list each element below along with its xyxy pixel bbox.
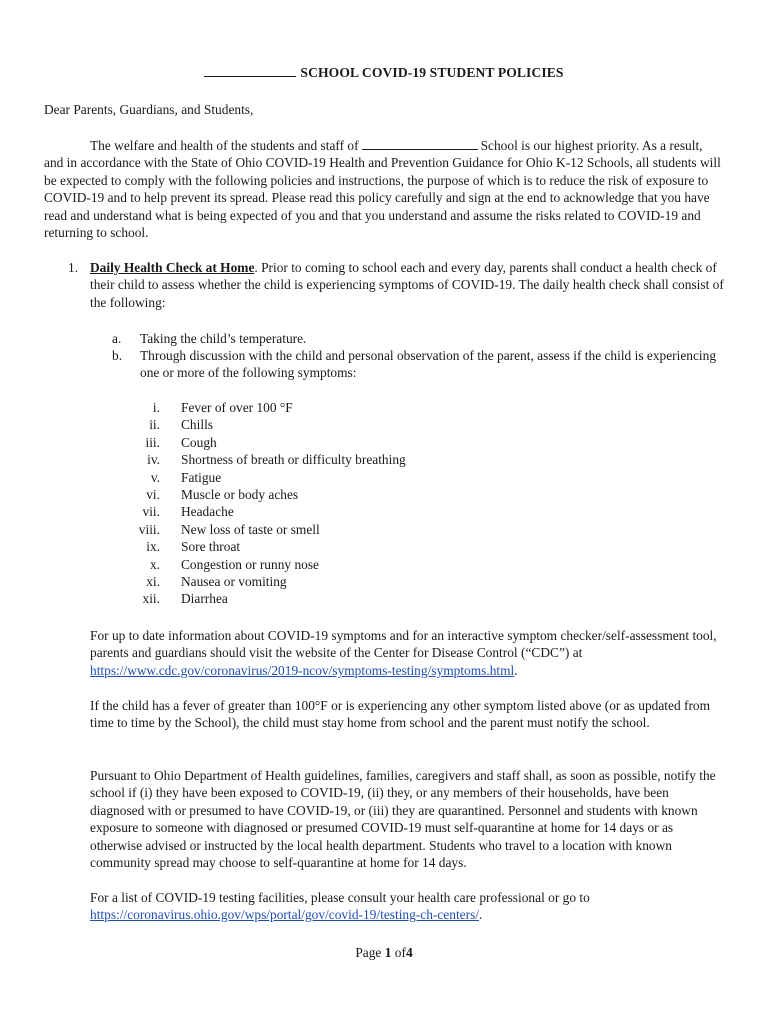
symptom-numeral: iv. xyxy=(147,452,160,468)
sub-item-marker: a. xyxy=(112,331,122,346)
fever-paragraph xyxy=(90,697,724,732)
cdc-info-end: . xyxy=(514,662,518,678)
symptom-text: Nausea or vomiting xyxy=(181,573,287,589)
symptom-numeral: ii. xyxy=(149,417,160,433)
symptom-text: Sore throat xyxy=(181,539,241,555)
page-total: 4 xyxy=(405,945,413,960)
symptom-text: Muscle or body aches xyxy=(181,486,299,502)
item-text: . Prior to coming to school each and every day, parents shall conduct a health check of their child to assess whether the child is experiencing symptoms of COVID-19. The daily health check shall consist of the following: xyxy=(90,260,724,310)
list-item-daily-health-check xyxy=(68,259,724,311)
odh-guidelines-text: Pursuant to Ohio Department of Health guidelines, families, caregivers and staff shall, as soon as possible, notify the school if (i) they have been exposed to COVID-19, (ii) they, or any members of their households, have been diagnosed with or presumed to have COVID-19, or (iii) they are quarantined. Personnel and students with known exposure to someone with diagnosed or presumed COVID-19 must self-quarantine at home for 14 days or as otherwise advised or instructed by the local health department. Students who travel to a location with known community spread may choose to self-quarantine at home for 14 days. xyxy=(90,768,716,871)
symptom-numeral: vii. xyxy=(142,504,160,520)
symptom-text: Congestion or runny nose xyxy=(181,556,319,572)
title-text: SCHOOL COVID-19 STUDENT POLICIES xyxy=(300,65,564,80)
school-name-inline-blank xyxy=(362,137,478,150)
symptom-numeral: x. xyxy=(149,556,160,572)
testing-centers-link[interactable]: https://coronavirus.ohio.gov/wps/portal/gov/covid-19/testing-ch-centers/ xyxy=(90,907,480,923)
of-label: of xyxy=(394,945,406,960)
page-footer xyxy=(0,944,768,961)
sub-item-text: Taking the child’s temperature. xyxy=(140,331,307,346)
symptom-numeral: iii. xyxy=(145,434,160,450)
symptom-text: Fatigue xyxy=(181,469,222,485)
symptom-numeral: vi. xyxy=(146,486,160,502)
symptom-numeral: xi. xyxy=(146,573,160,589)
cdc-info-paragraph xyxy=(90,627,724,679)
symptom-text: Shortness of breath or difficulty breathing xyxy=(181,452,406,468)
salutation: Dear Parents, Guardians, and Students, xyxy=(44,102,254,117)
cdc-symptoms-link[interactable]: https://www.cdc.gov/coronavirus/2019-ncov/symptoms-testing/symptoms.html xyxy=(90,662,515,678)
sub-item-b xyxy=(112,347,724,382)
page-label: Page xyxy=(355,945,382,960)
intro-text-rest: School is our highest priority. As a result, and in accordance with the State of Ohio COVID-19 Health and Prevention Guidance for Ohio K-12 Schools, all students will be expected to comply with the following policies and instructions, the purpose of which is to reduce the risk of exposure to COVID-19 and to help prevent its spread. Please read this policy carefully and sign at the end to acknowledge that you have read and understand what is being expected of you and that you understand and assume the risks related to COVID-19 and returning to school. xyxy=(44,138,721,241)
symptom-text: Chills xyxy=(181,417,213,433)
fever-text: If the child has a fever of greater than 100°F or is experiencing any other symptom listed above (or as updated from time to time by the School), the child must stay home from school and the parent must notify the school. xyxy=(90,698,711,731)
symptom-numeral: i. xyxy=(152,400,160,415)
testing-end: . xyxy=(479,907,483,923)
sub-item-a xyxy=(112,330,724,347)
intro-text-start: The welfare and health of the students and staff of xyxy=(90,138,359,153)
sub-item-text: Through discussion with the child and personal observation of the parent, assess if the child is experiencing one or more of the following symptoms: xyxy=(140,348,717,381)
sub-item-marker: b. xyxy=(112,348,123,363)
page-title xyxy=(0,64,768,81)
testing-text: For a list of COVID-19 testing facilities, please consult your health care professional or go to xyxy=(90,890,590,905)
symptom-text: Fever of over 100 °F xyxy=(181,400,293,415)
symptom-numeral: ix. xyxy=(146,539,160,555)
intro-paragraph xyxy=(44,137,724,241)
page-number: 1 xyxy=(384,945,392,960)
item-heading: Daily Health Check at Home xyxy=(90,260,255,275)
item-number: 1. xyxy=(68,260,79,275)
symptom-text: Cough xyxy=(181,434,217,450)
testing-paragraph xyxy=(90,889,724,924)
school-name-blank xyxy=(204,64,296,77)
cdc-info-text: For up to date information about COVID-19 symptoms and for an interactive symptom checker/self-assessment tool, parents and guardians should visit the website of the Center for Disease Control (“CDC”) at xyxy=(90,628,717,661)
symptom-text: New loss of taste or smell xyxy=(181,521,320,537)
odh-guidelines-paragraph xyxy=(90,767,724,871)
symptom-numeral: xii. xyxy=(142,591,160,607)
symptom-numeral: viii. xyxy=(138,521,160,537)
symptom-text: Headache xyxy=(181,504,234,520)
symptom-text: Diarrhea xyxy=(181,591,228,607)
symptom-numeral: v. xyxy=(150,469,160,485)
